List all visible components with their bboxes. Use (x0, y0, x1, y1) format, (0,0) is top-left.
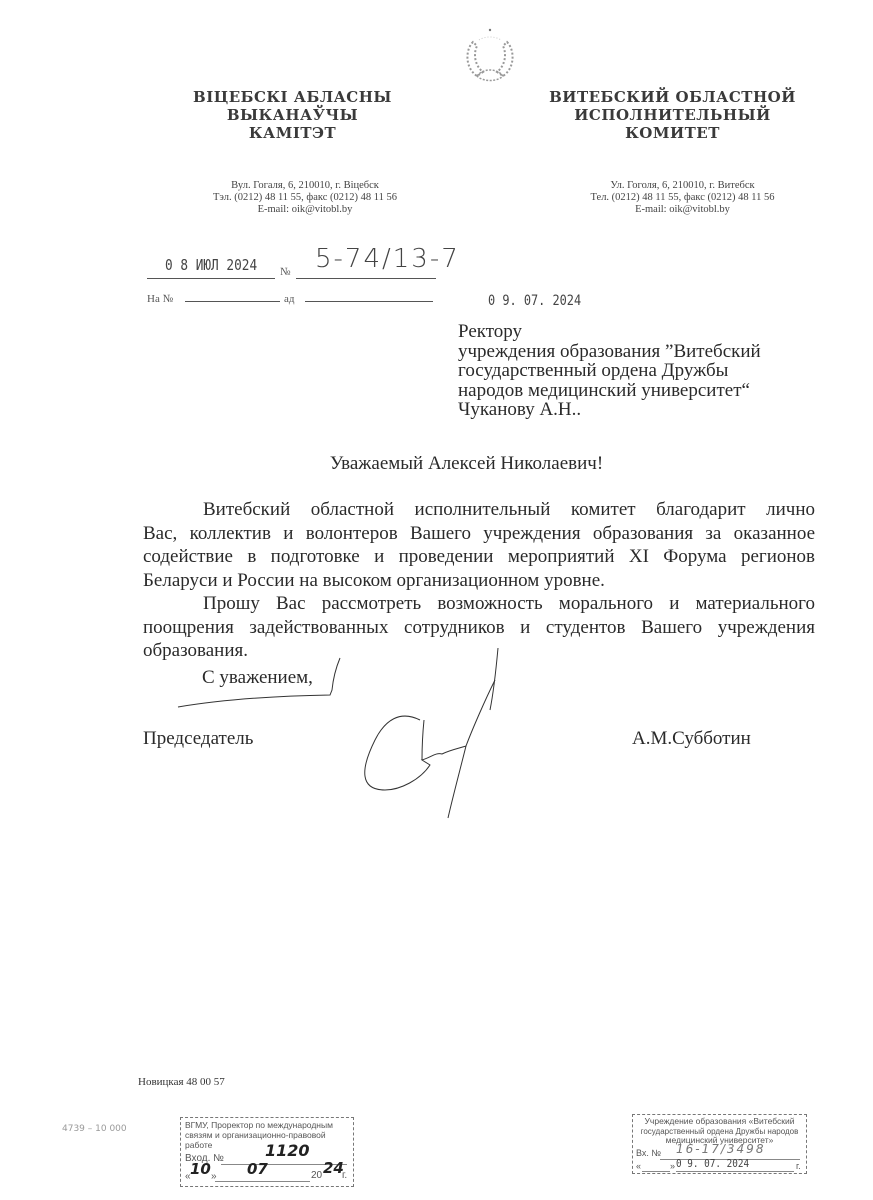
from-underline (305, 301, 433, 302)
paragraph-line: Прошу Вас рассмотреть возможность морального и материального (203, 593, 815, 614)
signer-title: Председатель (143, 728, 254, 749)
stamp-day-underline (642, 1171, 670, 1172)
stamp-day-close: » (211, 1171, 217, 1182)
header-left-title-line: ВЫКАНАЎЧЫ (226, 106, 359, 124)
incoming-stamp-vgmu (180, 1117, 354, 1187)
emblem (455, 20, 525, 90)
recipient-line: народов медицинский университет“ (458, 379, 750, 401)
reply-underline (185, 301, 280, 302)
stamp-number-label: Вх. № (636, 1147, 662, 1158)
stamp-line: связям и организационно-правовой (185, 1130, 326, 1140)
paragraph-line: образования. (143, 640, 248, 661)
header-left-address (170, 180, 440, 216)
number-underline (296, 278, 436, 279)
stamp-year-value: 24 (323, 1159, 344, 1177)
reply-label: На № (147, 293, 174, 305)
stamp-year-suffix: г. (796, 1160, 801, 1171)
salutation: Уважаемый Алексей Николаевич! (329, 453, 604, 474)
paragraph-1 (143, 498, 815, 592)
stamp-number-value: 16-17/3498 (676, 1141, 766, 1156)
paragraph-line: содействие в подготовке и проведении мероприятий XI Форума регионов (143, 546, 815, 567)
stamp-line: ВГМУ, Проректор по международным (185, 1120, 333, 1130)
signer-name: А.М.Субботин (632, 728, 751, 749)
recipient-line: Ректору (458, 321, 523, 342)
stamp-day-value: 10 (190, 1160, 211, 1178)
header-right-title-line: КОМИТЕТ (625, 124, 720, 142)
received-date: 0 9. 07. 2024 (488, 293, 582, 309)
stamp-number-label: Вход. № (185, 1153, 224, 1164)
header-left-title-line: КАМІТЭТ (248, 124, 337, 142)
header-right-title-line: ВИТЕБСКИЙ ОБЛАСТНОЙ (549, 88, 796, 106)
header-right-title-line: ИСПОЛНИТЕЛЬНЫЙ (574, 106, 771, 124)
address-line: Ул. Гоголя, 6, 210010, г. Витебск (610, 180, 755, 191)
stamp-date-row (636, 1156, 803, 1172)
address-line: Тел. (0212) 48 11 55, факс (0212) 48 11 56 (590, 192, 775, 203)
stamp-month-value: 07 (247, 1160, 268, 1178)
address-line: E-mail: oik@vitobl.by (257, 204, 353, 215)
stamp-line: государственный ордена Дружбы народов (640, 1126, 799, 1136)
stamp-number-value: 1120 (265, 1141, 310, 1160)
header-right-title (545, 88, 800, 142)
number-label: № (280, 266, 291, 278)
paragraph-line: Витебский областной исполнительный комитет благодарит лично (203, 499, 815, 520)
date-underline (147, 278, 275, 279)
paragraph-line: поощрения задействованных сотрудников и студентов Вашего учреждения (143, 616, 815, 638)
stamp-date-row (185, 1159, 349, 1182)
header-left-title (170, 88, 415, 142)
address-line: Тэл. (0212) 48 11 55, факс (0212) 48 11 56 (212, 192, 398, 203)
address-line: E-mail: oik@vitobl.by (635, 204, 730, 215)
stamp-line: работе (185, 1140, 213, 1150)
stamp-year-prefix: 20 (311, 1170, 323, 1181)
incoming-stamp-university (632, 1114, 807, 1174)
paragraph-line: Вас, коллектив и волонтеров Вашего учреждения образования за оказанное (143, 522, 815, 544)
outgoing-number: 5-74/13-7 (315, 244, 460, 274)
stamp-date-underline (215, 1181, 310, 1182)
recipient-line: государственный ордена Дружбы (458, 360, 729, 381)
stamp-date-close: » (670, 1160, 676, 1171)
stamp-day-open: « (185, 1171, 191, 1182)
recipient-line: Чуканову А.Н.. (458, 399, 582, 420)
executor-info: Новицкая 48 00 57 (138, 1076, 225, 1088)
recipient-line: учреждения образования ”Витебский (458, 340, 761, 362)
address-line: Вул. Гогаля, 6, 210010, г. Віцебск (231, 180, 379, 191)
print-code: 4739 – 10 000 (62, 1124, 127, 1134)
header-right-address (545, 180, 820, 216)
closing: С уважением, (202, 667, 313, 688)
emblem-of-belarus-icon (455, 20, 525, 90)
header-left-title-line: ВІЦЕБСКІ АБЛАСНЫ (193, 88, 392, 106)
from-label: ад (284, 293, 295, 305)
outgoing-date-stamp: 0 8 ИЮЛ 2024 (165, 256, 258, 274)
stamp-date-underline (676, 1171, 794, 1172)
stamp-year-suffix: г. (342, 1170, 348, 1181)
paragraph-line: Беларуси и России на высоком организационном уровне. (143, 569, 605, 591)
stamp-line: Учреждение образования «Витебский (644, 1116, 795, 1126)
stamp-date-value: 0 9. 07. 2024 (676, 1156, 750, 1170)
recipient-block (458, 322, 838, 420)
stamp-line: медицинский университет» (665, 1135, 774, 1145)
stamp-date-open: « (636, 1160, 642, 1171)
